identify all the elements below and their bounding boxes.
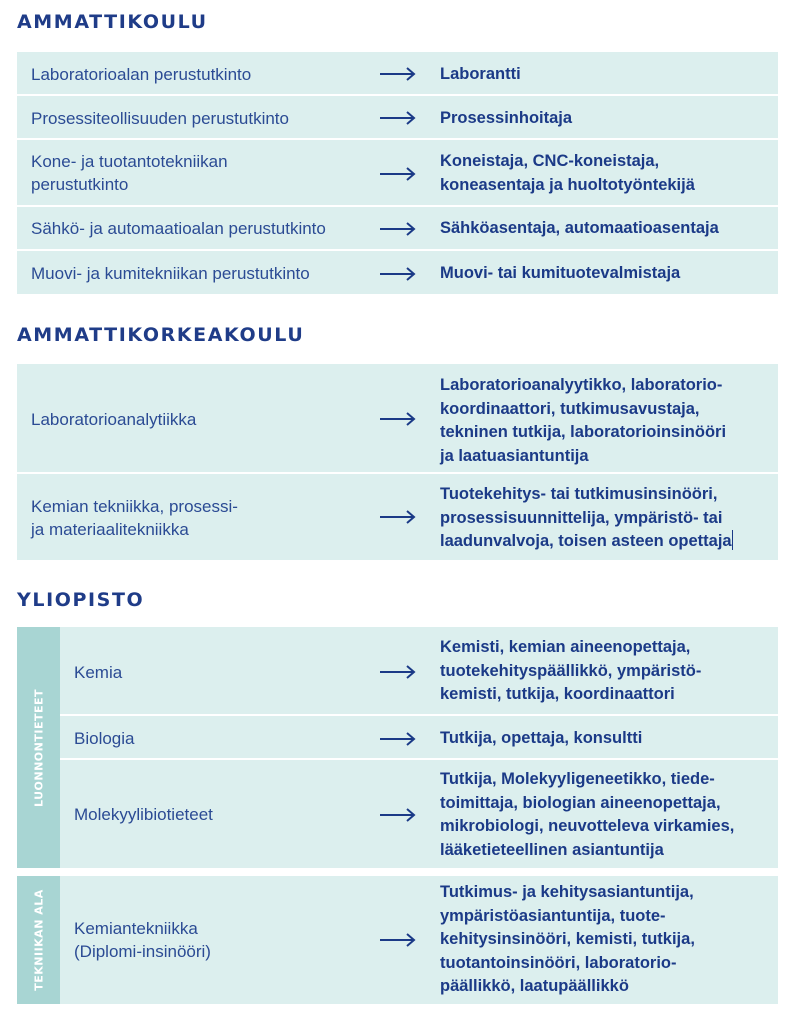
row-from: Kemiantekniikka (Diplomi-insinööri) [74,919,211,961]
arrow-right-icon [380,933,416,947]
row-from: Prosessiteollisuuden perustutkinto [31,109,289,128]
row-to: Kemisti, kemian aineenopettaja, tuotekehityspäällikkö, ympäristö- kemisti, tutkija, koordinaattori [440,638,702,703]
divider [60,758,778,760]
section-title-yliopisto: YLIOPISTO [17,589,145,611]
tekniikan-table [60,876,778,1004]
row-to-text: Tuotekehitys- tai tutkimusinsinööri, prosessisuunnittelija, ympäristö- tai laadunvalvoja, toisen asteen opettaja [440,485,732,550]
arrow-right-icon [380,111,416,125]
divider [60,714,778,716]
arrow-right-icon [380,732,416,746]
row-to: Tutkimus- ja kehitysasiantuntija, ympäristöasiantuntija, tuote- kehitysinsinööri, kemisti, tutkija, tuotantoinsinööri, laboratorio- päällikkö, laatupäällikkö [440,883,695,995]
amk-table [17,364,778,560]
divider [17,249,778,251]
row-from: Sähkö- ja automaatioalan perustutkinto [31,219,326,238]
side-label-text: TEKNIIKAN ALA [32,889,45,991]
row-from: Laboratorioalan perustutkinto [31,65,252,84]
side-label-luonnontieteet [17,627,60,868]
divider [17,94,778,96]
section-title-ammattikoulu: AMMATTIKOULU [17,11,208,33]
row-to [440,483,775,554]
row-to: Laborantti [440,65,521,83]
arrow-right-icon [380,665,416,679]
row-to: Laboratorioanalyytikko, laboratorio- koordinaattori, tutkimusavustaja, tekninen tutkija, laboratorioinsinööri ja laatuasiantuntija [440,376,727,465]
arrow-right-icon [380,510,416,524]
arrow-right-icon [380,808,416,822]
row-to: Sähköasentaja, automaatioasentaja [440,219,719,237]
arrow-right-icon [380,67,416,81]
side-label-text: LUONNONTIETEET [32,688,45,807]
row-from: Biologia [74,729,135,748]
row-to: Koneistaja, CNC-koneistaja, koneasentaja ja huoltotyöntekijä [440,152,695,194]
arrow-right-icon [380,412,416,426]
arrow-right-icon [380,267,416,281]
ammattikoulu-table [17,52,778,294]
section-title-amk: AMMATTIKORKEAKOULU [17,324,305,346]
row-from: Muovi- ja kumitekniikan perustutkinto [31,264,310,283]
row-to: Prosessinhoitaja [440,109,573,127]
row-to: Muovi- tai kumituotevalmistaja [440,264,681,282]
divider [17,138,778,140]
text-caret [732,530,733,550]
row-from: Kone- ja tuotantotekniikan perustutkinto [31,152,228,194]
luonnontieteet-table [60,627,778,868]
arrow-right-icon [380,167,416,181]
row-from: Kemia [74,663,123,682]
divider [17,205,778,207]
row-to: Tutkija, opettaja, konsultti [440,729,643,747]
row-from: Molekyylibiotieteet [74,805,213,824]
row-to: Tutkija, Molekyyligeneetikko, tiede- toimittaja, biologian aineenopettaja, mikrobiologi, neuvotteleva virkamies, lääketieteellinen asiantuntija [440,770,735,859]
row-from: Kemian tekniikka, prosessi- ja materiaalitekniikka [31,497,238,539]
row-from: Laboratorioanalytiikka [31,410,197,429]
divider [17,472,778,474]
arrow-right-icon [380,222,416,236]
side-label-tekniikan [17,876,60,1004]
